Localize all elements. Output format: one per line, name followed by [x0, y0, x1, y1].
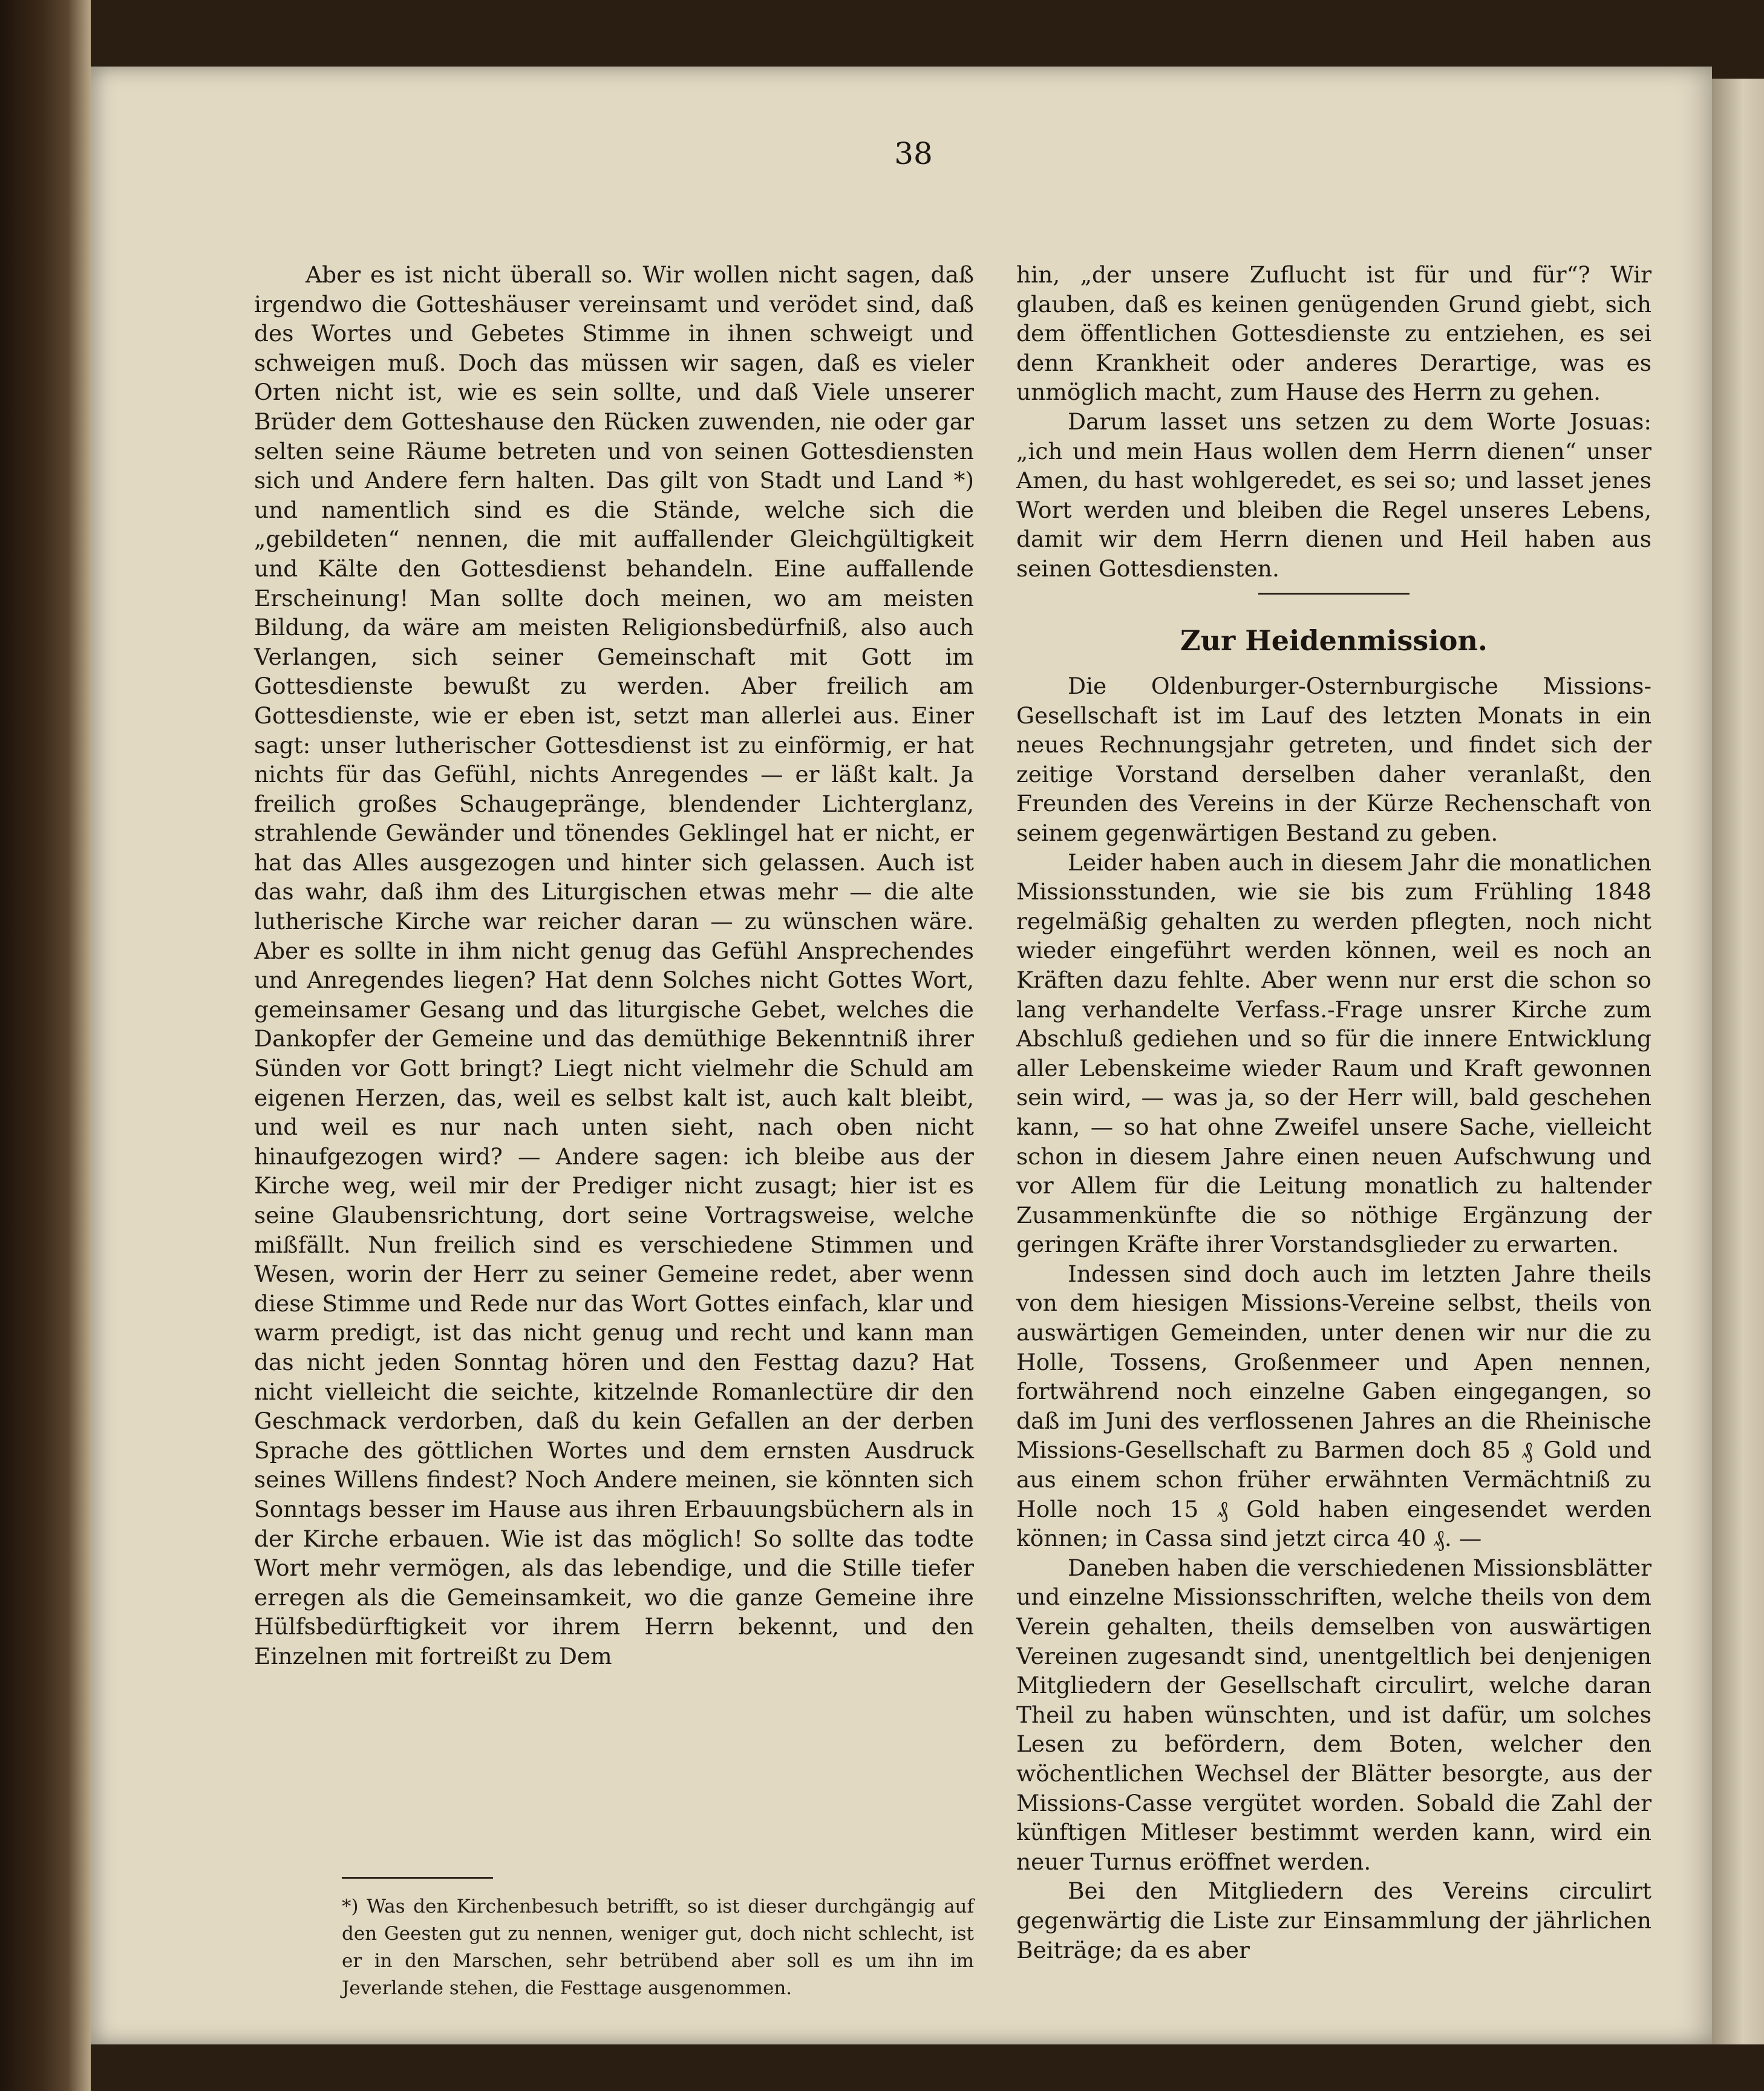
left-text-column [254, 260, 974, 1671]
left-paragraph-1: Aber es ist nicht überall so. Wir wollen nicht sagen, daß irgendwo die Gotteshäuser vereinsamt und verödet sind, daß des Wortes und Gebetes Stimme in ihnen schweigt und schweigen muß. Doch das müssen wir sagen, daß es vieler Orten nicht ist, wie es sein sollte, und daß Viele unserer Brüder dem Gotteshause den Rücken zuwenden, nie oder gar selten seine Räume betreten und von seinen Gottesdiensten sich und Andere fern halten. Das gilt von Stadt und Land *) und namentlich sind es die Stände, welche sich die „gebildeten“ nennen, die mit auffallender Gleichgültigkeit und Kälte den Gottesdienst behandeln. Eine auffallende Erscheinung! Man sollte doch meinen, wo am meisten Bildung, da wäre am meisten Religionsbedürfniß, also auch Verlangen, sich seiner Gemeinschaft mit Gott im Gottesdienste bewußt zu werden. Aber freilich am Gottesdienste, wie er eben ist, setzt man allerlei aus. Einer sagt: unser lutherischer Gottesdienst ist zu einförmig, er hat nichts für das Gefühl, nichts Anregendes — er läßt kalt. Ja freilich großes Schaugepränge, blendender Lichterglanz, strahlende Gewänder und tönendes Geklingel hat er nicht, er hat das Alles ausgezogen und hinter sich gelassen. Auch ist das wahr, daß ihm des Liturgischen etwas mehr — die alte lutherische Kirche war reicher daran — zu wünschen wäre. Aber es sollte in ihm nicht genug das Gefühl Ansprechendes und Anregendes liegen? Hat denn Solches nicht Gottes Wort, gemeinsamer Gesang und das liturgische Gebet, welches die Dankopfer der Gemeine und das demüthige Bekenntniß ihrer Sünden vor Gott bringt? Liegt nicht vielmehr die Schuld am eigenen Herzen, das, weil es selbst kalt ist, auch kalt bleibt, und weil es nur nach unten sieht, nach oben nicht hinaufgezogen wird? — Andere sagen: ich bleibe aus der Kirche weg, weil mir der Prediger nicht zusagt; hier ist es seine Glaubensrichtung, dort seine Vortragsweise, welche mißfällt. Nun freilich sind es verschiedene Stimmen und Wesen, worin der Herr zu seiner Gemeine redet, aber wenn diese Stimme und Rede nur das Wort Gottes einfach, klar und warm predigt, ist das nicht genug und recht und kann man das nicht jeden Sonntag hören und den Festtag dazu? Hat nicht vielleicht die seichte, kitzelnde Romanlectüre dir den Geschmack verdorben, daß du kein Gefallen an der derben Sprache des göttlichen Wortes und dem ernsten Ausdruck seines Willens findest? Noch Andere meinen, sie könnten sich Sonntags besser im Hause aus ihren Erbauungsbüchern als in der Kirche erbauen. Wie ist das möglich! So sollte das todte Wort mehr vermögen, als das lebendige, und die Stille tiefer erregen als die Gemeinsamkeit, wo die ganze Gemeine ihre Hülfsbedürftigkeit vor ihrem Herrn bekennt, und den Einzelnen mit fortreißt zu Dem [254, 261, 974, 1669]
section-divider [1258, 593, 1410, 595]
section-paragraph-1: Die Oldenburger-Osternburgische Missions-Gesellschaft ist im Lauf des letzten Monats in ein neues Rechnungsjahr getreten, und findet sich der zeitige Vorstand derselben daher veranlaßt, den Freunden des Vereins in der Kürze Rechenschaft von seinem gegenwärtigen Bestand zu geben. [1016, 673, 1651, 846]
section-paragraph-4: Daneben haben die verschiedenen Missionsblätter und einzelne Missionsschriften, welche theils von dem Verein gehalten, theils demselben von auswärtigen Vereinen zugesandt sind, unentgeltlich bei denjenigen Mitgliedern der Gesellschaft circulirt, welche daran Theil zu haben wünschten, und ist dafür, um solches Lesen zu befördern, dem Boten, welcher den wöchentlichen Wechsel der Blätter besorgte, aus der Missions-Casse vergütet worden. Sobald die Zahl der künftigen Mitleser bestimmt werden kann, wird ein neuer Turnus eröffnet werden. [1016, 1554, 1651, 1875]
right-paragraph-2: Darum lasset uns setzen zu dem Worte Josuas: „ich und mein Haus wollen dem Herrn dienen“ unser Amen, du hast wohlgeredet, es sei so; und lasset jenes Wort werden und bleiben die Regel unseres Lebens, damit wir dem Herrn dienen und Heil haben aus seinen Gottesdiensten. [1016, 408, 1651, 582]
right-paragraph-1: hin, „der unsere Zuflucht ist für und für“? Wir glauben, daß es keinen genügenden Grund giebt, sich dem öffentlichen Gottesdienste zu entziehen, es sei denn Krankheit oder anderes Derartige, was es unmöglich macht, zum Hause des Herrn zu gehen. [1016, 261, 1651, 406]
section-heading: Zur Heidenmission. [1180, 624, 1488, 657]
footnote-divider [342, 1877, 493, 1879]
facing-page-edge [1712, 79, 1764, 2044]
right-text-column-top [1016, 260, 1651, 584]
section-paragraph-5: Bei den Mitgliedern des Vereins circulirt gegenwärtig die Liste zur Einsammlung der jährlichen Beiträge; da es aber [1016, 1877, 1651, 1963]
section-paragraph-3: Indessen sind doch auch im letzten Jahre theils von dem hiesigen Missions-Vereine selbst, theils von auswärtigen Gemeinden, unter denen wir nur die zu Holle, Tossens, Großenmeer und Apen nennen, fortwährend noch einzelne Gaben eingegangen, so daß im Juni des verflossenen Jahres an die Rheinische Missions-Gesellschaft zu Barmen doch 85 ₰ Gold und aus einem schon früher erwähnten Vermächtniß zu Holle noch 15 ₰ Gold haben eingesendet werden können; in Cassa sind jetzt circa 40 ₰. — [1016, 1260, 1651, 1552]
footnote: *) Was den Kirchenbesuch betrifft, so ist dieser durchgängig auf den Geesten gut zu nennen, weniger gut, doch nicht schlecht, ist er in den Marschen, sehr betrübend aber soll es um ihn im Jeverlande stehen, die Festtage ausgenommen. [342, 1896, 974, 1999]
right-text-column-section [1016, 671, 1651, 1965]
book-spine-edge [0, 0, 91, 2091]
page-number: 38 [894, 136, 933, 171]
section-paragraph-2: Leider haben auch in diesem Jahr die monatlichen Missionsstunden, wie sie bis zum Frühling 1848 regelmäßig gehalten zu werden pflegten, noch nicht wieder eingeführt werden können, weil es noch an Kräften dazu fehlte. Aber wenn nur erst die schon so lang verhandelte Verfass.-Frage unsrer Kirche zum Abschluß gediehen und so für die innere Entwicklung aller Lebenskeime wieder Raum und Kraft gewonnen sein wird, — was ja, so der Herr will, bald geschehen kann, — so hat ohne Zweifel unsere Sache, vielleicht schon in diesem Jahre einen neuen Aufschwung und vor Allem für die Leitung monatlich zu haltender Zusammenkünfte die so nöthige Ergänzung der geringen Kräfte ihrer Vorstandsglieder zu erwarten. [1016, 849, 1651, 1258]
